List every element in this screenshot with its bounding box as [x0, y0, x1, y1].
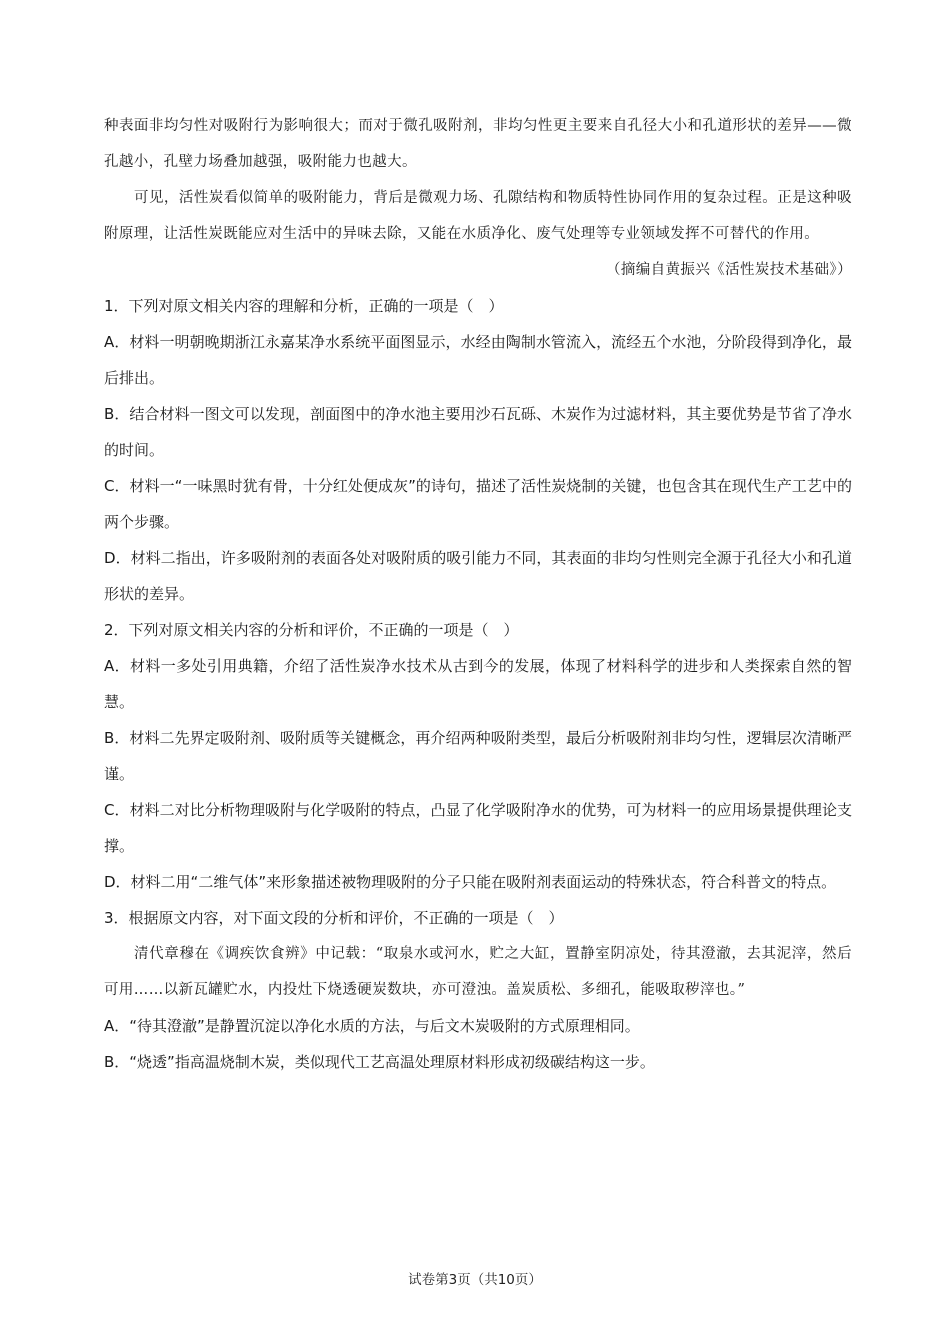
- passage-paragraph: 种表面非均匀性对吸附行为影响很大；而对于微孔吸附剂，非均匀性更主要来自孔径大小和孔道形状的差异——微孔越小，孔壁力场叠加越强，吸附能力也越大。: [104, 118, 852, 170]
- question-1: [104, 288, 852, 612]
- question-stem: 1．下列对原文相关内容的理解和分析，正确的一项是（ ）: [104, 297, 504, 315]
- question-option: A．“待其澄澈”是静置沉淀以净化水质的方法，与后文木炭吸附的方式原理相同。: [104, 1017, 640, 1035]
- passage-source: （摘编自黄振兴《活性炭技术基础》）: [605, 262, 852, 278]
- question-stem: 3．根据原文内容，对下面文段的分析和评价，不正确的一项是（ ）: [104, 909, 564, 927]
- page-footer: 试卷第3页（共10页）: [408, 1272, 542, 1288]
- question-3: [104, 900, 852, 1080]
- question-option: B．材料二先界定吸附剂、吸附质等关键概念，再介绍两种吸附类型，最后分析吸附剂非均匀性，逻辑层次清晰严谨。: [104, 729, 852, 783]
- question-option: B．结合材料一图文可以发现，剖面图中的净水池主要用沙石瓦砾、木炭作为过滤材料，其主要优势是节省了净水的时间。: [104, 405, 852, 459]
- question-option: A．材料一明朝晚期浙江永嘉某净水系统平面图显示，水经由陶制水管流入，流经五个水池，分阶段得到净化，最后排出。: [104, 333, 852, 387]
- question-option: D．材料二指出，许多吸附剂的表面各处对吸附质的吸引能力不同，其表面的非均匀性则完全源于孔径大小和孔道形状的差异。: [104, 549, 852, 603]
- question-quote: 清代章穆在《调疾饮食辨》中记载：“取泉水或河水，贮之大缸，置静室阴凉处，待其澄澈，去其泥滓，然后可用……以新瓦罐贮水，内投灶下烧透硬炭数块，亦可澄浊。盖炭质松、多细孔，能吸取秽滓也。”: [104, 946, 852, 998]
- passage-paragraph: 可见，活性炭看似简单的吸附能力，背后是微观力场、孔隙结构和物质特性协同作用的复杂过程。正是这种吸附原理，让活性炭既能应对生活中的异味去除，又能在水质净化、废气处理等专业领域发挥不可替代的作用。: [104, 190, 852, 242]
- question-2: [104, 612, 852, 900]
- question-option: C．材料一“一味黑时犹有骨，十分红处便成灰”的诗句，描述了活性炭烧制的关键，也包含其在现代生产工艺中的两个步骤。: [104, 477, 852, 531]
- question-stem: 2．下列对原文相关内容的分析和评价，不正确的一项是（ ）: [104, 621, 519, 639]
- question-option: A．材料一多处引用典籍，介绍了活性炭净水技术从古到今的发展，体现了材料科学的进步和人类探索自然的智慧。: [104, 657, 852, 711]
- question-option: B．“烧透”指高温烧制木炭，类似现代工艺高温处理原材料形成初级碳结构这一步。: [104, 1053, 655, 1071]
- exam-page-body: [104, 108, 852, 1080]
- question-option: D．材料二用“二维气体”来形象描述被物理吸附的分子只能在吸附剂表面运动的特殊状态，符合科普文的特点。: [104, 873, 837, 891]
- question-option: C．材料二对比分析物理吸附与化学吸附的特点，凸显了化学吸附净水的优势，可为材料一的应用场景提供理论支撑。: [104, 801, 852, 855]
